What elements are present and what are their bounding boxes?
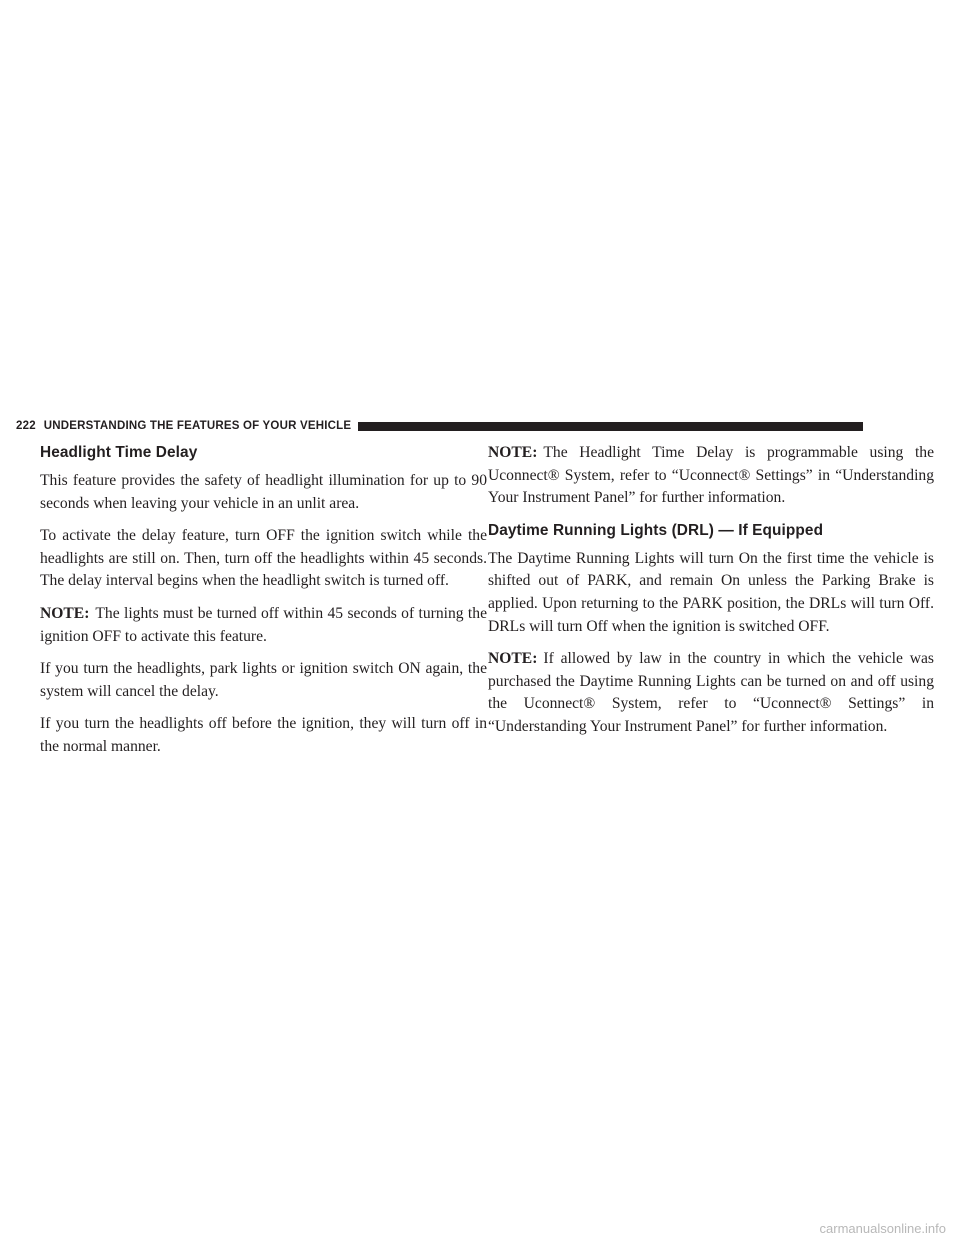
paragraph: This feature provides the safety of headlight illumination for up to 90 seconds when leaving your vehicle in an unlit area.: [40, 472, 487, 512]
paragraph: If you turn the headlights off before the ignition, they will turn off in the normal manner.: [40, 715, 487, 755]
note-paragraph: [40, 603, 487, 648]
note-text: If allowed by law in the country in which the vehicle was purchased the Daytime Running Lights can be turned on and off using the Uconnect® System, refer to “Uconnect® Settings” in “Understanding Your Instrument Panel” for further information.: [488, 650, 934, 735]
page-number: 222: [16, 420, 36, 432]
headlight-time-delay-heading: Headlight Time Delay: [40, 444, 198, 461]
footer-watermark: carmanualsonline.info: [819, 1221, 946, 1236]
paragraph: The Daytime Running Lights will turn On the first time the vehicle is shifted out of PARK, and remain On unless the Parking Brake is applied. Upon returning to the PARK position, the DRLs will turn Off. DRLs will turn Off when the ignition is switched OFF.: [488, 549, 934, 635]
note-text: The Headlight Time Delay is programmable using the Uconnect® System, refer to “Uconnect® Settings” in “Understanding Your Instrument Panel” for further information.: [488, 444, 934, 507]
note-paragraph: [488, 648, 934, 738]
note-label: NOTE:: [488, 650, 538, 668]
header-rule: [358, 422, 863, 431]
note-paragraph: [488, 442, 934, 510]
note-label: NOTE:: [40, 604, 90, 622]
drl-heading: Daytime Running Lights (DRL) — If Equipped: [488, 521, 824, 539]
paragraph: To activate the delay feature, turn OFF the ignition switch while the headlights are still on. Then, turn off the headlights within 45 seconds. The delay interval begins when the headlight switch is turned off.: [40, 527, 487, 590]
section-title: UNDERSTANDING THE FEATURES OF YOUR VEHICLE: [43, 420, 352, 432]
paragraph: If you turn the headlights, park lights or ignition switch ON again, the system will cancel the delay.: [40, 660, 487, 700]
left-column: [40, 442, 487, 769]
note-text: The lights must be turned off within 45 seconds of turning the ignition OFF to activate this feature.: [40, 604, 487, 645]
note-label: NOTE:: [488, 444, 538, 461]
right-column: [488, 442, 934, 749]
page-header: [16, 418, 863, 434]
